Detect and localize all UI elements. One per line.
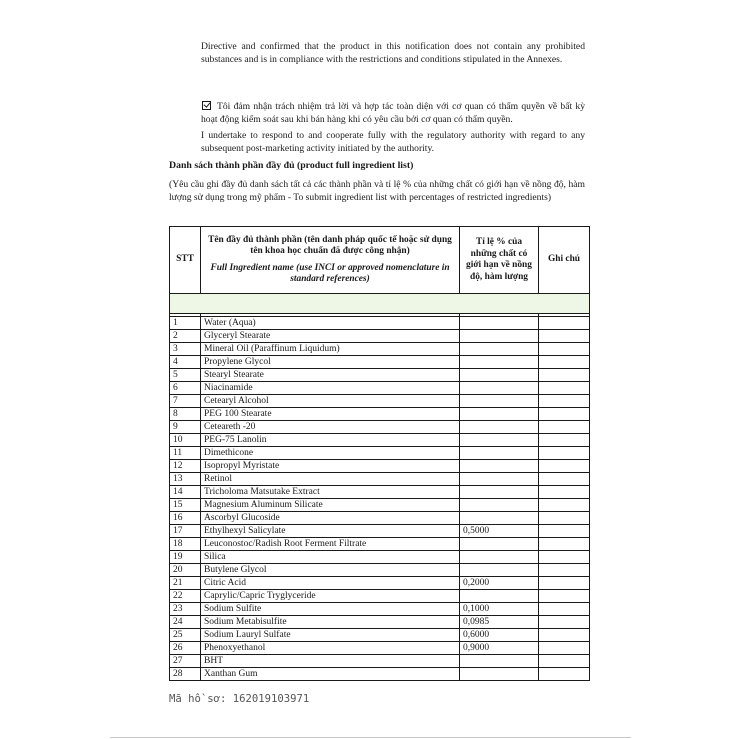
header-name-vi: Tên đầy đủ thành phần (tên danh pháp quốc tế hoặc sử dụng tên khoa học chuẩn đã được công nhận)	[208, 234, 452, 256]
stt-cell: 4	[170, 356, 201, 369]
table-row	[170, 577, 590, 590]
stt-cell: 2	[170, 330, 201, 343]
percent-cell	[460, 382, 539, 395]
table-row	[170, 655, 590, 668]
note-cell	[539, 499, 590, 512]
directive-paragraph: Directive and confirmed that the product in this notification does not contain any prohibited substances and is in compliance with the restrictions and conditions stipulated in the Annexes.	[201, 41, 585, 65]
note-cell	[539, 642, 590, 655]
ingredient-name-cell: Leuconostoc/Radish Root Ferment Filtrate	[201, 538, 460, 551]
stt-cell: 19	[170, 551, 201, 564]
header-stt: STT	[170, 227, 201, 294]
table-row	[170, 408, 590, 421]
note-cell	[539, 655, 590, 668]
table-row	[170, 473, 590, 486]
ingredient-name-cell: Ceteareth -20	[201, 421, 460, 434]
ingredient-name-cell: Phenoxyethanol	[201, 642, 460, 655]
page-bottom-divider	[110, 737, 631, 738]
note-cell	[539, 434, 590, 447]
ingredient-list-heading: Danh sách thành phần đầy đủ (product full ingredient list)	[169, 160, 414, 171]
ingredient-name-cell: Silica	[201, 551, 460, 564]
note-cell	[539, 551, 590, 564]
ingredient-name-cell: PEG-75 Lanolin	[201, 434, 460, 447]
stt-cell: 18	[170, 538, 201, 551]
note-cell	[539, 486, 590, 499]
stt-cell: 7	[170, 395, 201, 408]
ingredient-name-cell: Butylene Glycol	[201, 564, 460, 577]
table-row	[170, 499, 590, 512]
table-row	[170, 382, 590, 395]
stt-cell: 5	[170, 369, 201, 382]
table-row	[170, 668, 590, 681]
percent-cell	[460, 330, 539, 343]
stt-cell: 25	[170, 629, 201, 642]
stt-cell: 1	[170, 317, 201, 330]
stt-cell: 20	[170, 564, 201, 577]
note-cell	[539, 512, 590, 525]
table-row	[170, 603, 590, 616]
header-name-en: Full Ingredient name (use INCI or approved nomenclature in standard references)	[210, 262, 450, 284]
note-cell	[539, 460, 590, 473]
ingredient-name-cell: Xanthan Gum	[201, 668, 460, 681]
stt-cell: 26	[170, 642, 201, 655]
dossier-code: Mã hồ sơ: 162019103971	[169, 693, 310, 705]
ingredient-name-cell: Propylene Glycol	[201, 356, 460, 369]
note-cell	[539, 369, 590, 382]
note-cell	[539, 382, 590, 395]
note-cell	[539, 421, 590, 434]
percent-cell	[460, 408, 539, 421]
table-row	[170, 512, 590, 525]
stt-cell: 22	[170, 590, 201, 603]
shaded-spacer-cell	[170, 294, 590, 314]
percent-cell	[460, 473, 539, 486]
note-cell	[539, 590, 590, 603]
stt-cell: 11	[170, 447, 201, 460]
table-row	[170, 343, 590, 356]
table-row	[170, 330, 590, 343]
ingredient-name-cell: Citric Acid	[201, 577, 460, 590]
stt-cell: 16	[170, 512, 201, 525]
ingredient-list-request: (Yêu cầu ghi đầy đủ danh sách tất cả các thành phần và tỉ lệ % của những chất có giới hạn về nồng độ, hàm lượng sử dụng trong mỹ phẩm - To submit ingredient list with percentages of restricted ingredients)	[169, 179, 585, 203]
percent-cell: 0,2000	[460, 577, 539, 590]
stt-cell: 9	[170, 421, 201, 434]
ingredient-name-cell: BHT	[201, 655, 460, 668]
ingredient-table-body	[170, 294, 590, 681]
note-cell	[539, 343, 590, 356]
header-ingredient-name	[201, 227, 460, 294]
note-cell	[539, 408, 590, 421]
percent-cell	[460, 655, 539, 668]
ingredient-name-cell: Mineral Oil (Paraffinum Liquidum)	[201, 343, 460, 356]
ingredient-name-cell: Sodium Sulfite	[201, 603, 460, 616]
ingredient-name-cell: Caprylic/Capric Tryglyceride	[201, 590, 460, 603]
percent-cell	[460, 512, 539, 525]
ingredient-name-cell: Glyceryl Stearate	[201, 330, 460, 343]
percent-cell	[460, 486, 539, 499]
stt-cell: 17	[170, 525, 201, 538]
percent-cell	[460, 421, 539, 434]
table-row	[170, 447, 590, 460]
percent-cell	[460, 590, 539, 603]
commitment-vi-paragraph	[201, 101, 585, 126]
table-row	[170, 590, 590, 603]
table-row	[170, 486, 590, 499]
note-cell	[539, 356, 590, 369]
table-row	[170, 356, 590, 369]
ingredient-table	[169, 226, 590, 681]
table-row	[170, 395, 590, 408]
note-cell	[539, 395, 590, 408]
ingredient-name-cell: Niacinamide	[201, 382, 460, 395]
note-cell	[539, 473, 590, 486]
percent-cell: 0,9000	[460, 642, 539, 655]
table-shaded-spacer-row	[170, 294, 590, 314]
stt-cell: 3	[170, 343, 201, 356]
percent-cell: 0,1000	[460, 603, 539, 616]
stt-cell: 13	[170, 473, 201, 486]
table-row	[170, 538, 590, 551]
table-row	[170, 564, 590, 577]
ingredient-name-cell: Cetearyl Alcohol	[201, 395, 460, 408]
stt-cell: 14	[170, 486, 201, 499]
table-row	[170, 317, 590, 330]
commitment-vi-text: Tôi đảm nhận trách nhiệm trả lời và hợp tác toàn diện với cơ quan có thẩm quyền về bất kỳ hoạt động kiểm soát sau khi bán hàng khi có yêu cầu bởi cơ quan có thẩm quyền.	[201, 101, 585, 125]
percent-cell	[460, 356, 539, 369]
table-row	[170, 421, 590, 434]
stt-cell: 28	[170, 668, 201, 681]
ingredient-name-cell: Ethylhexyl Salicylate	[201, 525, 460, 538]
percent-cell	[460, 460, 539, 473]
ingredient-table-header-row	[170, 227, 590, 294]
ingredient-name-cell: Sodium Metabisulfite	[201, 616, 460, 629]
percent-cell	[460, 369, 539, 382]
note-cell	[539, 629, 590, 642]
note-cell	[539, 317, 590, 330]
note-cell	[539, 577, 590, 590]
note-cell	[539, 538, 590, 551]
checked-checkbox-icon[interactable]	[202, 101, 211, 110]
ingredient-name-cell: Dimethicone	[201, 447, 460, 460]
commitment-en-paragraph: I undertake to respond to and cooperate fully with the regulatory authority with regard to any subsequent post-marketing activity initiated by the authority.	[201, 130, 585, 154]
percent-cell	[460, 668, 539, 681]
table-row	[170, 551, 590, 564]
note-cell	[539, 616, 590, 629]
note-cell	[539, 330, 590, 343]
stt-cell: 23	[170, 603, 201, 616]
stt-cell: 21	[170, 577, 201, 590]
table-row	[170, 642, 590, 655]
ingredient-name-cell: PEG 100 Stearate	[201, 408, 460, 421]
note-cell	[539, 564, 590, 577]
percent-cell	[460, 395, 539, 408]
percent-cell	[460, 343, 539, 356]
stt-cell: 24	[170, 616, 201, 629]
table-row	[170, 629, 590, 642]
table-row	[170, 616, 590, 629]
stt-cell: 27	[170, 655, 201, 668]
percent-cell	[460, 538, 539, 551]
header-note: Ghi chú	[539, 227, 590, 294]
percent-cell	[460, 499, 539, 512]
stt-cell: 12	[170, 460, 201, 473]
ingredient-name-cell: Retinol	[201, 473, 460, 486]
percent-cell: 0,6000	[460, 629, 539, 642]
percent-cell	[460, 434, 539, 447]
percent-cell	[460, 447, 539, 460]
stt-cell: 6	[170, 382, 201, 395]
header-percent: Tỉ lệ % của những chất có giới hạn về nồng độ, hàm lượng	[460, 227, 539, 294]
note-cell	[539, 525, 590, 538]
note-cell	[539, 447, 590, 460]
ingredient-name-cell: Magnesium Aluminum Silicate	[201, 499, 460, 512]
table-row	[170, 369, 590, 382]
note-cell	[539, 603, 590, 616]
ingredient-name-cell: Tricholoma Matsutake Extract	[201, 486, 460, 499]
ingredient-name-cell: Isopropyl Myristate	[201, 460, 460, 473]
stt-cell: 8	[170, 408, 201, 421]
percent-cell: 0,5000	[460, 525, 539, 538]
ingredient-name-cell: Water (Aqua)	[201, 317, 460, 330]
ingredient-name-cell: Ascorbyl Glucoside	[201, 512, 460, 525]
ingredient-name-cell: Sodium Lauryl Sulfate	[201, 629, 460, 642]
table-row	[170, 525, 590, 538]
stt-cell: 15	[170, 499, 201, 512]
stt-cell: 10	[170, 434, 201, 447]
note-cell	[539, 668, 590, 681]
percent-cell	[460, 564, 539, 577]
ingredient-name-cell: Stearyl Stearate	[201, 369, 460, 382]
table-row	[170, 460, 590, 473]
percent-cell	[460, 551, 539, 564]
table-row	[170, 434, 590, 447]
percent-cell	[460, 317, 539, 330]
percent-cell: 0,0985	[460, 616, 539, 629]
